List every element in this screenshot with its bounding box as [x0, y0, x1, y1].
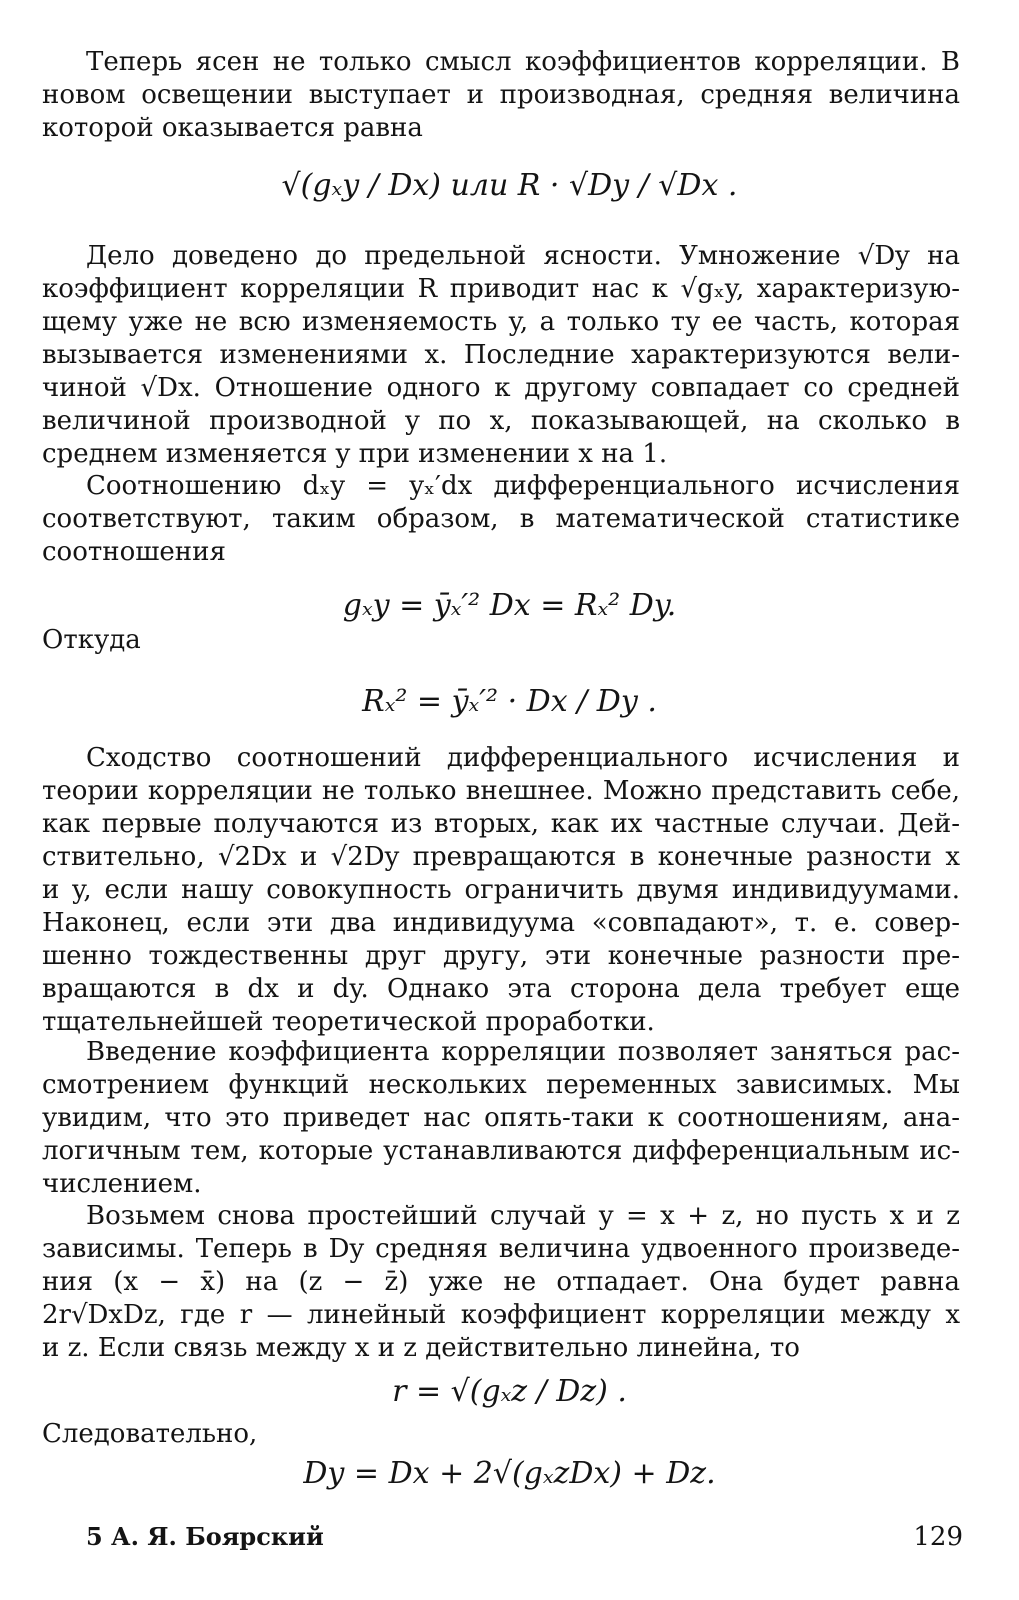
text-line: и z. Если связь между x и z действительно линейна, то	[42, 1333, 800, 1363]
text-line: увидим, что это приведет нас опять-таки к соотношениям, ана-	[42, 1103, 960, 1133]
text-line: 2r√DxDz, где r — линейный коэффициент корреляции между x	[42, 1300, 960, 1330]
text-line: теории корреляции не только внешнее. Можно представить себе,	[42, 776, 960, 806]
paragraph-3	[42, 470, 960, 569]
text-line: чиной √Dx. Отношение одного к другому совпадает со средней	[42, 373, 960, 403]
paragraph-1	[42, 46, 960, 145]
formula-2: gₓy = ȳₓ′² Dx = Rₓ² Dy.	[342, 588, 677, 623]
text-line: Возьмем снова простейший случай y = x + z, но пусть x и z	[86, 1201, 960, 1231]
formula-1: √(gₓy / Dx) или R · √Dy / √Dx .	[281, 168, 738, 203]
text-line: числением.	[42, 1169, 202, 1199]
text-line: новом освещении выступает и производная, средняя величина	[42, 80, 960, 110]
text-line: которой оказывается равна	[42, 113, 423, 143]
formula-3: Rₓ² = ȳₓ′² · Dx / Dy .	[362, 684, 657, 719]
text-line: шенно тождественны друг другу, эти конечные разности пре-	[42, 941, 960, 971]
text-line: ствительно, √2Dx и √2Dy превращаются в конечные разности x	[42, 842, 960, 872]
footer-signature: 5 А. Я. Боярский	[86, 1522, 324, 1551]
paragraph-4	[42, 624, 960, 657]
text-line: щему уже не всю изменяемость y, а только ту ее часть, которая	[42, 307, 960, 337]
text-line: ния (x − x̄) на (z − z̄) уже не отпадает. Она будет равна	[42, 1267, 960, 1297]
paragraph-5	[42, 742, 960, 1039]
text-line: среднем изменяется y при изменении x на 1.	[42, 439, 668, 469]
text-line: Введение коэффициента корреляции позволяет заняться рас-	[86, 1037, 960, 1067]
text-line: Следовательно,	[42, 1419, 258, 1449]
text-line: вращаются в dx и dy. Однако эта сторона дела требует еще	[42, 974, 960, 1004]
text-line: логичным тем, которые устанавливаются дифференциальным ис-	[42, 1136, 960, 1166]
text-line: Теперь ясен не только смысл коэффициентов корреляции. В	[86, 47, 960, 77]
text-line: величиной производной y по x, показывающей, на сколько в	[42, 406, 960, 436]
paragraph-6	[42, 1036, 960, 1201]
text-line: вызывается изменениями x. Последние характеризуются вели-	[42, 340, 960, 370]
paragraph-2	[42, 240, 960, 471]
text-line: смотрением функций нескольких переменных зависимых. Мы	[42, 1070, 960, 1100]
text-line: Сходство соотношений дифференциального исчисления и	[86, 743, 960, 773]
text-line: Дело доведено до предельной ясности. Умножение √Dy на	[86, 241, 960, 271]
text-line: коэффициент корреляции R приводит нас к √gₓy, характеризую-	[42, 274, 960, 304]
paragraph-8	[42, 1418, 960, 1451]
paragraph-7	[42, 1200, 960, 1365]
text-line: Соотношению dₓy = yₓ′dx дифференциального исчисления	[86, 471, 960, 501]
formula-5: Dy = Dx + 2√(gₓzDx) + Dz.	[303, 1456, 716, 1491]
text-line: Наконец, если эти два индивидуума «совпадают», т. е. совер-	[42, 908, 960, 938]
text-line: соответствуют, таким образом, в математической статистике	[42, 504, 960, 534]
formula-4: r = √(gₓz / Dz) .	[392, 1374, 627, 1409]
text-line: и y, если нашу совокупность ограничить двумя индивидуумами.	[42, 875, 960, 905]
text-line: зависимы. Теперь в Dy средняя величина удвоенного произведе-	[42, 1234, 960, 1264]
text-line: Откуда	[42, 625, 141, 655]
text-line: соотношения	[42, 537, 226, 567]
text-line: как первые получаются из вторых, как их частные случаи. Дей-	[42, 809, 960, 839]
page-number: 129	[913, 1522, 963, 1552]
text-line: тщательнейшей теоретической проработки.	[42, 1007, 655, 1037]
